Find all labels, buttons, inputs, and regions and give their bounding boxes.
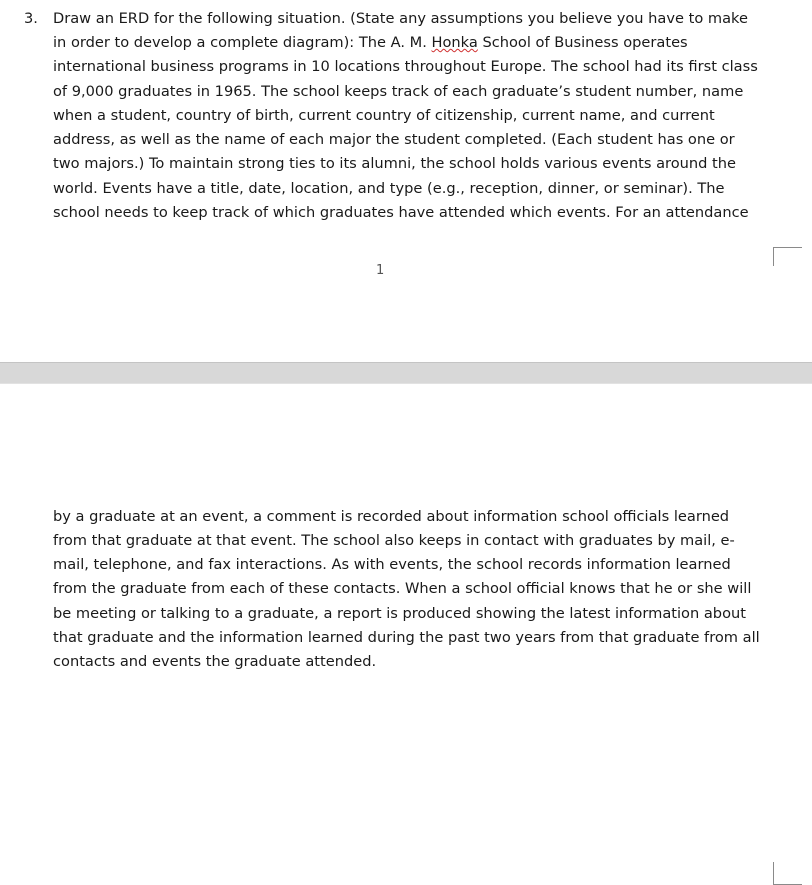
text-segment: School of Business operates — [477, 34, 688, 51]
text-line: school needs to keep track of which graduates have attended which events. For an attendance — [53, 204, 749, 221]
text-line: be meeting or talking to a graduate, a report is produced showing the latest information about — [53, 605, 746, 622]
text-line: that graduate and the information learned during the past two years from that graduate from all — [53, 629, 760, 646]
text-line: from that graduate at that event. The school also keeps in contact with graduates by mail, e- — [53, 532, 735, 549]
text-line: from the graduate from each of these contacts. When a school official knows that he or she will — [53, 580, 752, 597]
text-line: by a graduate at an event, a comment is recorded about information school officials learned — [53, 508, 730, 525]
margin-corner-mark — [773, 247, 802, 266]
document-page-1 — [0, 0, 812, 362]
text-line: world. Events have a title, date, location, and type (e.g., reception, dinner, or seminar). The — [53, 180, 725, 197]
spellcheck-word[interactable]: Honka — [431, 34, 478, 51]
text-line: address, as well as the name of each major the student completed. (Each student has one or — [53, 131, 735, 148]
text-line: international business programs in 10 locations throughout Europe. The school had its first class — [53, 58, 758, 75]
text-segment: in order to develop a complete diagram): The A. M. — [53, 34, 432, 51]
text-line: mail, telephone, and fax interactions. As with events, the school records information learned — [53, 556, 731, 573]
text-line: when a student, country of birth, current country of citizenship, current name, and current — [53, 107, 715, 124]
text-line: of 9,000 graduates in 1965. The school keeps track of each graduate’s student number, name — [53, 83, 744, 100]
page-number: 1 — [376, 263, 385, 278]
text-line: Draw an ERD for the following situation. (State any assumptions you believe you have to make — [53, 10, 748, 27]
text-line — [53, 31, 688, 55]
page-break-gap — [0, 362, 812, 384]
text-line: two majors.) To maintain strong ties to its alumni, the school holds various events around the — [53, 155, 736, 172]
question-number: 3. — [24, 10, 38, 27]
text-line: contacts and events the graduate attended. — [53, 653, 377, 670]
margin-corner-mark — [773, 862, 802, 885]
